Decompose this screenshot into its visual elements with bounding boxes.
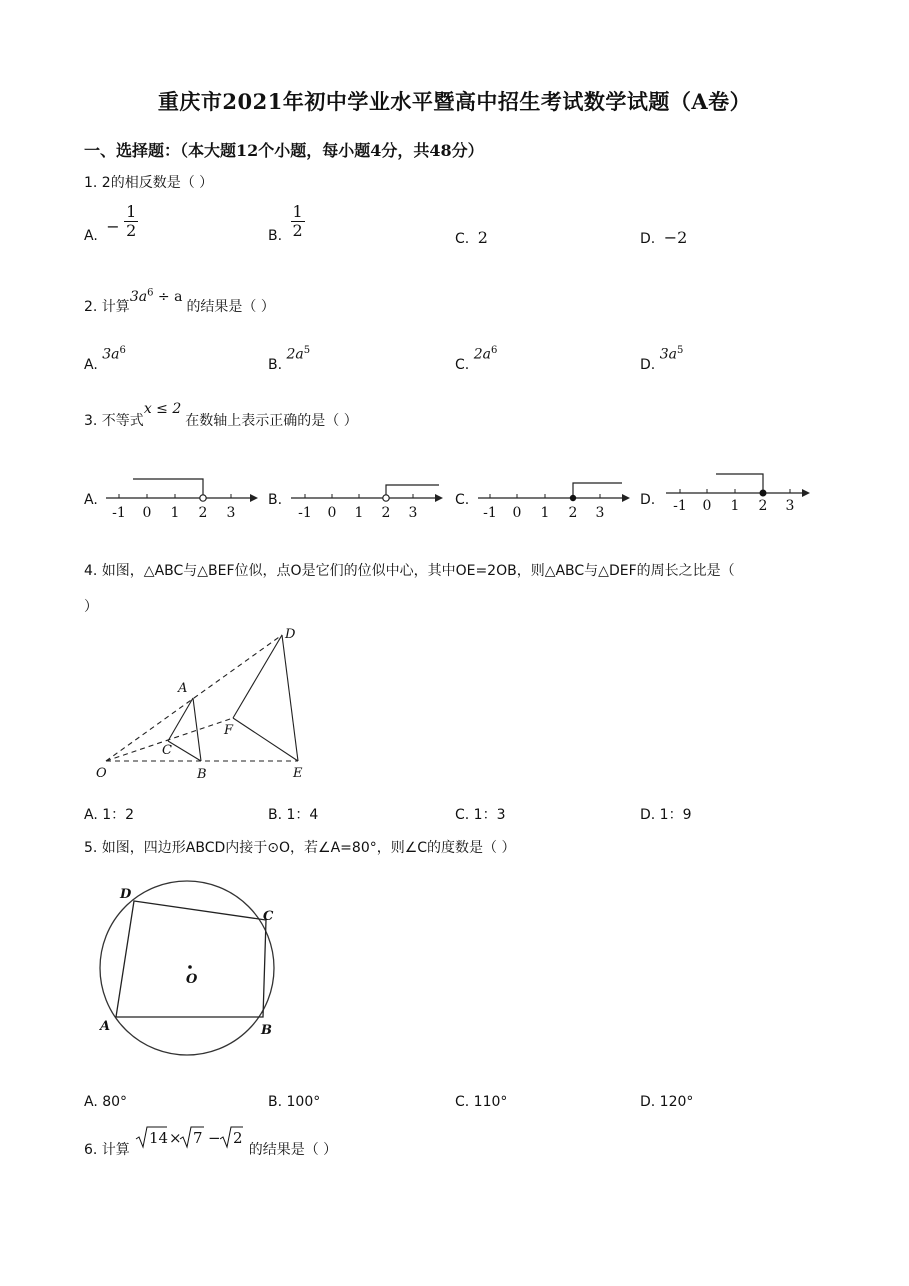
fraction-numerator: 1: [292, 202, 303, 221]
q3-number-line-a: [100, 470, 260, 525]
tick-label: 0: [142, 505, 152, 521]
option-base: 3a: [102, 346, 120, 363]
tick-label: 0: [512, 505, 522, 521]
tick-label: 3: [408, 505, 418, 521]
q3-option-c-label[interactable]: C.: [455, 492, 470, 508]
option-exp: 5: [303, 345, 311, 356]
fraction-denominator: 2: [126, 221, 137, 240]
option-label: B.: [268, 227, 283, 244]
inequality-expression: x ≤ 2: [143, 401, 182, 417]
option-exp: 5: [676, 345, 684, 356]
q4-option-c[interactable]: C. 1：3: [455, 807, 506, 823]
option-base: 2a: [473, 346, 491, 363]
question-5-stem: 5. 如图，四边形ABCD内接于⊙O，若∠A=80°，则∠C的度数是（ ）: [84, 840, 516, 856]
q2-option-a[interactable]: [84, 345, 126, 373]
option-exp: 6: [490, 345, 498, 356]
q5-option-c[interactable]: C. 110°: [455, 1094, 508, 1110]
q1-option-c[interactable]: [455, 228, 488, 247]
q3-number-line-d: [664, 465, 814, 520]
tick-label: 1: [354, 505, 364, 521]
q3-option-d-label[interactable]: D.: [640, 492, 656, 508]
question-4-stem-end: ）: [84, 599, 98, 615]
q2-option-c[interactable]: [455, 345, 498, 373]
point-label-b: B: [261, 1023, 272, 1038]
q1-option-d[interactable]: [640, 228, 687, 247]
question-1-stem: 1. 2的相反数是（ ）: [84, 175, 214, 191]
q2-option-d[interactable]: [640, 345, 684, 373]
q5-figure: [90, 870, 300, 1070]
option-base: 3a: [659, 346, 677, 363]
q5-option-a[interactable]: A. 80°: [84, 1094, 128, 1110]
q1-option-b[interactable]: [268, 202, 305, 244]
option-value: 2: [477, 228, 488, 247]
stem-prefix: 3. 不等式: [84, 413, 144, 429]
minus-sign: −: [106, 216, 120, 236]
q4-option-a[interactable]: A. 1：2: [84, 807, 135, 823]
page-title: 重庆市2021年初中学业水平暨高中招生考试数学试题（A卷）: [157, 89, 752, 114]
option-label: D.: [640, 231, 656, 247]
tick-label: -1: [673, 498, 687, 514]
point-label-d: D: [120, 887, 132, 902]
option-exp: 6: [119, 345, 126, 356]
option-label: A.: [84, 356, 98, 373]
tick-label: 3: [785, 498, 795, 514]
point-label-a: A: [178, 681, 188, 696]
option-label: B.: [268, 356, 283, 373]
expr-rest: ÷ a: [157, 289, 183, 305]
option-base: 2a: [286, 346, 304, 363]
q5-option-b[interactable]: B. 100°: [268, 1094, 321, 1110]
tick-label: 1: [170, 505, 180, 521]
tick-label: 3: [226, 505, 236, 521]
q3-number-line-c: [472, 470, 632, 525]
point-label-d: D: [285, 627, 296, 642]
tick-label: 1: [540, 505, 550, 521]
radicand-2: 7: [193, 1129, 203, 1147]
radicand-1: 14: [149, 1129, 169, 1147]
tick-label: 2: [758, 498, 768, 514]
tick-label: 0: [702, 498, 712, 514]
q1-option-a[interactable]: [84, 202, 138, 244]
option-label: C.: [455, 356, 470, 373]
point-label-o: O: [186, 972, 198, 987]
point-label-e: E: [293, 766, 303, 781]
stem-prefix: 6. 计算: [84, 1142, 130, 1158]
stem-suffix: 的结果是（ ）: [186, 299, 275, 315]
point-label-c: C: [162, 743, 172, 758]
q4-figure: [90, 620, 330, 790]
point-label-o: O: [96, 766, 107, 781]
radicand-3: 2: [233, 1129, 243, 1147]
point-label-c: C: [263, 909, 274, 924]
tick-label: -1: [298, 505, 312, 521]
tick-label: 0: [327, 505, 337, 521]
times-sign: ×: [169, 1129, 182, 1147]
q4-option-b[interactable]: B. 1：4: [268, 807, 319, 823]
tick-label: -1: [483, 505, 497, 521]
tick-label: 3: [595, 505, 605, 521]
question-3-stem: [84, 398, 358, 429]
q3-option-b-label[interactable]: B.: [268, 492, 283, 508]
q2-option-b[interactable]: [268, 345, 311, 373]
q6-expression: [134, 1124, 244, 1152]
stem-suffix: 在数轴上表示正确的是（ ）: [185, 413, 358, 429]
expr-exp: 6: [147, 287, 154, 299]
option-label: C.: [455, 231, 470, 247]
tick-label: 2: [381, 505, 391, 521]
expression: [130, 289, 183, 305]
minus-sign: −: [208, 1129, 221, 1147]
tick-label: -1: [112, 505, 126, 521]
stem-prefix: 2. 计算: [84, 299, 130, 315]
point-label-b: B: [197, 767, 207, 782]
option-value: −2: [663, 228, 688, 247]
point-label-f: F: [224, 723, 234, 738]
q3-option-a-label[interactable]: A.: [84, 492, 98, 508]
tick-label: 2: [568, 505, 578, 521]
tick-label: 1: [730, 498, 740, 514]
fraction-denominator: 2: [292, 221, 303, 240]
option-label: A.: [84, 227, 98, 244]
point-label-a: A: [100, 1019, 111, 1034]
q5-option-d[interactable]: D. 120°: [640, 1094, 694, 1110]
stem-suffix: 的结果是（ ）: [248, 1142, 338, 1158]
question-4-stem: 4. 如图，△ABC与△BEF位似，点O是它们的位似中心，其中OE=2OB，则△ABC与△DEF的周长之比是（: [84, 563, 735, 579]
expr-coef: 3a: [129, 289, 148, 305]
question-6-stem: [84, 1126, 338, 1158]
fraction-numerator: 1: [126, 202, 137, 221]
question-2-stem: [84, 286, 275, 315]
section-heading: 一、选择题：（本大题12个小题，每小题4分，共48分）: [84, 141, 484, 160]
tick-label: 2: [198, 505, 208, 521]
option-label: D.: [640, 356, 656, 373]
q3-number-line-b: [285, 470, 445, 525]
q4-option-d[interactable]: D. 1：9: [640, 807, 692, 823]
